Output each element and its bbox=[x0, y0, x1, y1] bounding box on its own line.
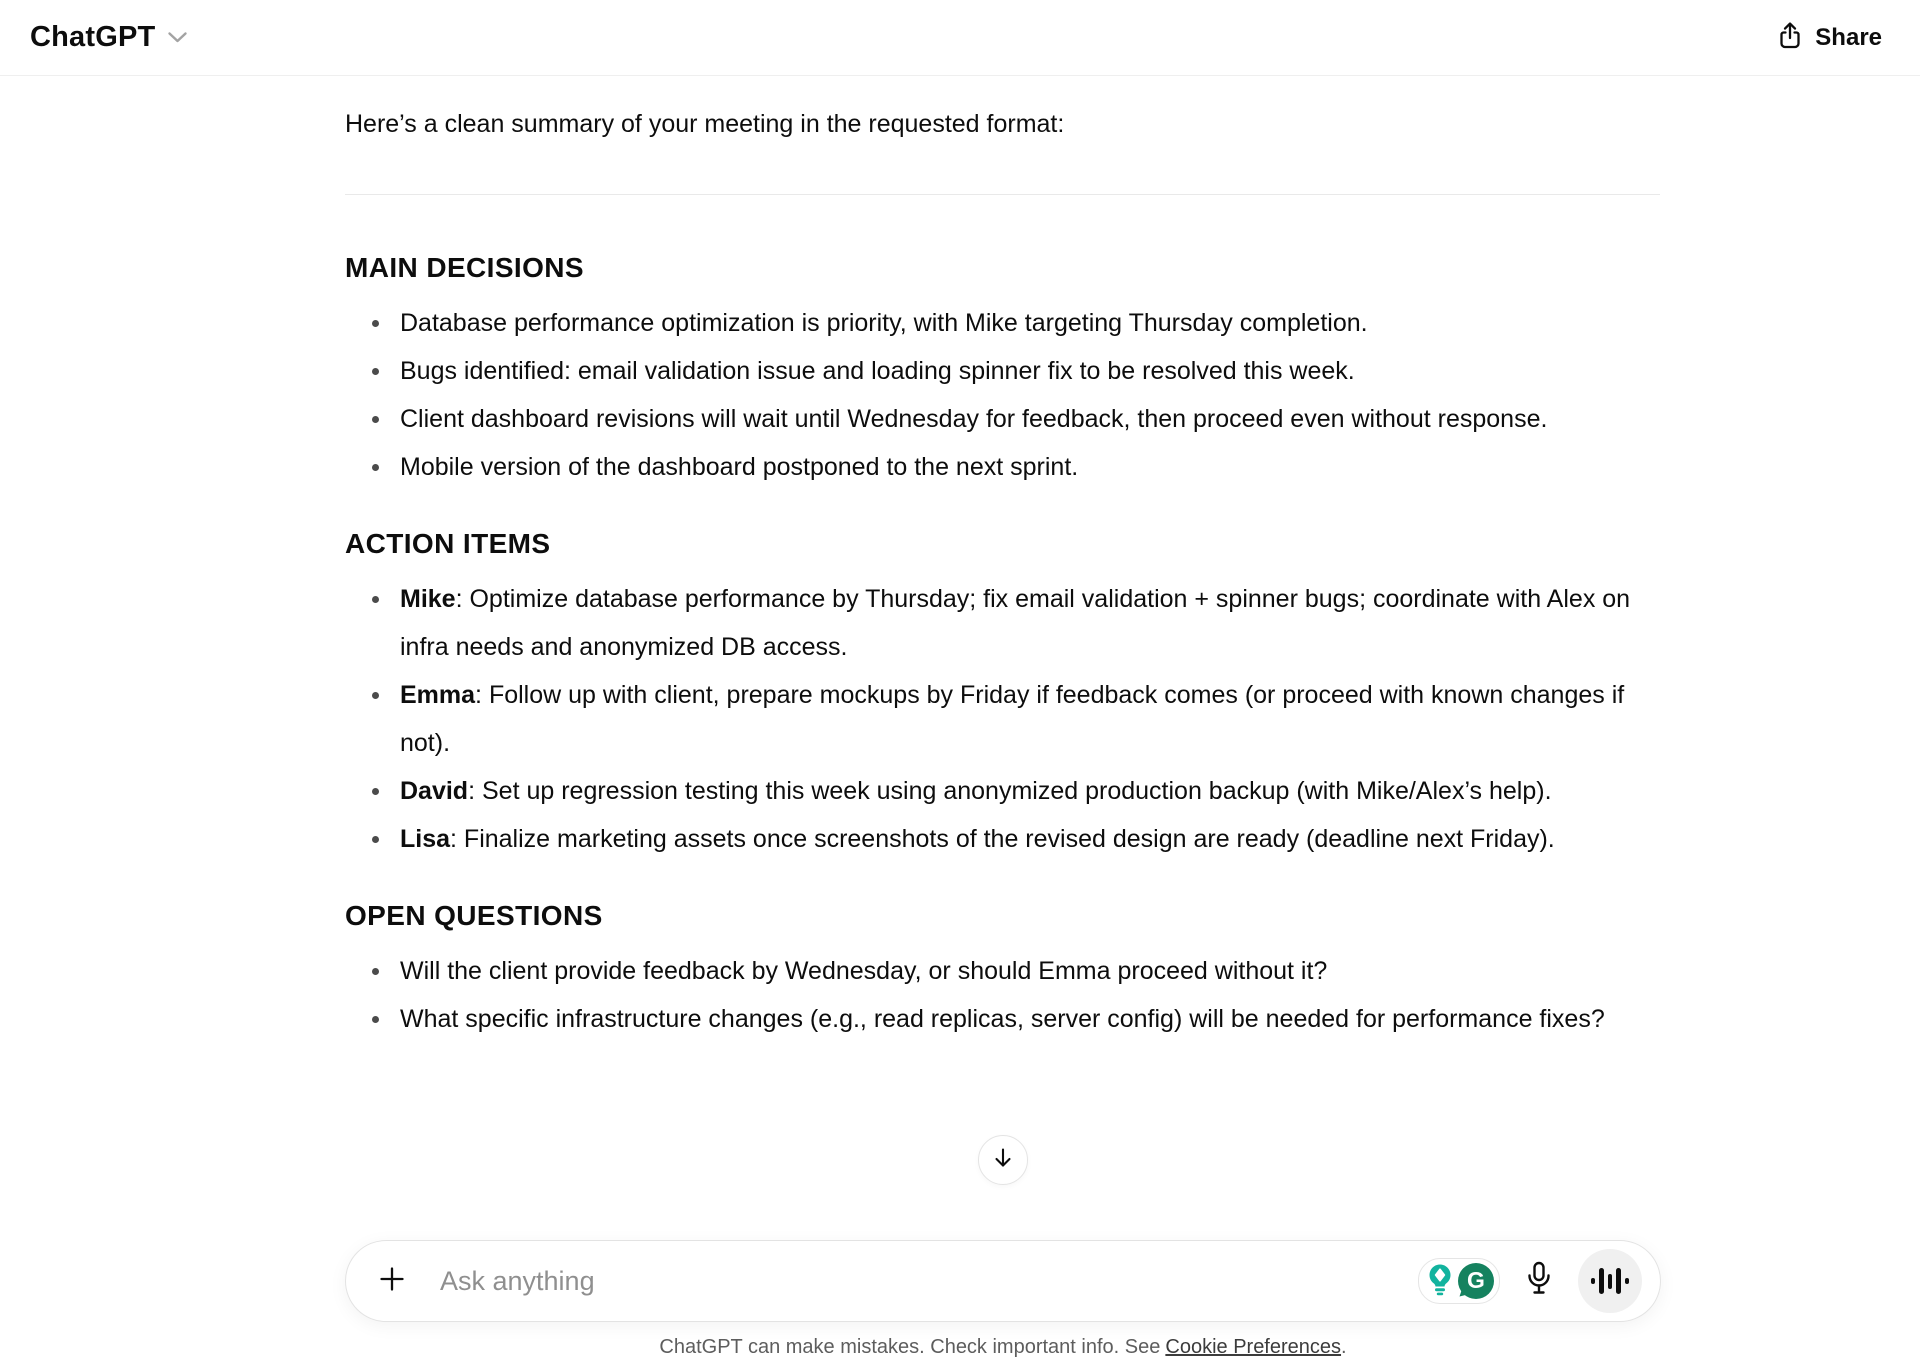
open-questions-list bbox=[345, 947, 1655, 1043]
list-item: David: Set up regression testing this week using anonymized production backup (with Mike/Alex’s help). bbox=[400, 767, 1655, 815]
microphone-icon bbox=[1526, 1261, 1552, 1302]
list-item: Database performance optimization is priority, with Mike targeting Thursday completion. bbox=[400, 299, 1655, 347]
chevron-down-icon bbox=[167, 31, 188, 49]
composer[interactable] bbox=[345, 1240, 1661, 1322]
list-item: Lisa: Finalize marketing assets once screenshots of the revised design are ready (deadline next Friday). bbox=[400, 815, 1655, 863]
action-items-list bbox=[345, 575, 1655, 863]
share-icon bbox=[1777, 21, 1803, 54]
lightbulb-sparkle-icon bbox=[1424, 1262, 1456, 1301]
model-switcher[interactable] bbox=[30, 21, 188, 54]
grammarly-logo-icon: G bbox=[1458, 1263, 1494, 1299]
composer-tools bbox=[1418, 1249, 1642, 1313]
plus-icon bbox=[376, 1263, 408, 1300]
section-heading-open-questions: OPEN QUESTIONS bbox=[345, 900, 603, 931]
main-decisions-list bbox=[345, 299, 1655, 491]
attach-button[interactable] bbox=[376, 1265, 408, 1297]
message-intro: Here’s a clean summary of your meeting in the requested format: bbox=[345, 110, 1065, 138]
message-divider bbox=[345, 194, 1660, 195]
share-label: Share bbox=[1815, 23, 1882, 51]
section-heading-main-decisions: MAIN DECISIONS bbox=[345, 252, 584, 283]
share-button[interactable] bbox=[1777, 21, 1882, 54]
assistant-message bbox=[345, 76, 1660, 1043]
top-bar bbox=[0, 0, 1920, 76]
list-item: Mike: Optimize database performance by Thursday; fix email validation + spinner bugs; coordinate with Alex on infra needs and anonymized DB access. bbox=[400, 575, 1655, 671]
list-item: What specific infrastructure changes (e.g., read replicas, server config) will be needed for performance fixes? bbox=[400, 995, 1655, 1043]
disclaimer: ChatGPT can make mistakes. Check important info. See Cookie Preferences. bbox=[659, 1336, 1347, 1358]
app-title: ChatGPT bbox=[30, 21, 156, 53]
list-item: Client dashboard revisions will wait until Wednesday for feedback, then proceed even without response. bbox=[400, 395, 1655, 443]
section-heading-action-items: ACTION ITEMS bbox=[345, 528, 551, 559]
message-input[interactable] bbox=[438, 1265, 1418, 1298]
grammarly-extension-button[interactable] bbox=[1418, 1258, 1500, 1304]
arrow-down-icon bbox=[991, 1146, 1015, 1175]
dictate-button[interactable] bbox=[1526, 1261, 1552, 1302]
list-item: Bugs identified: email validation issue and loading spinner fix to be resolved this week. bbox=[400, 347, 1655, 395]
cookie-preferences-link[interactable]: Cookie Preferences bbox=[1165, 1336, 1342, 1358]
list-item: Emma: Follow up with client, prepare mockups by Friday if feedback comes (or proceed with known changes if not). bbox=[400, 671, 1655, 767]
voice-waveform-icon bbox=[1591, 1268, 1630, 1294]
list-item: Will the client provide feedback by Wednesday, or should Emma proceed without it? bbox=[400, 947, 1655, 995]
disclaimer-text: ChatGPT can make mistakes. Check important info. See bbox=[659, 1336, 1161, 1358]
list-item: Mobile version of the dashboard postponed to the next sprint. bbox=[400, 443, 1655, 491]
scroll-to-bottom-button[interactable] bbox=[978, 1135, 1028, 1185]
voice-mode-button[interactable] bbox=[1578, 1249, 1642, 1313]
